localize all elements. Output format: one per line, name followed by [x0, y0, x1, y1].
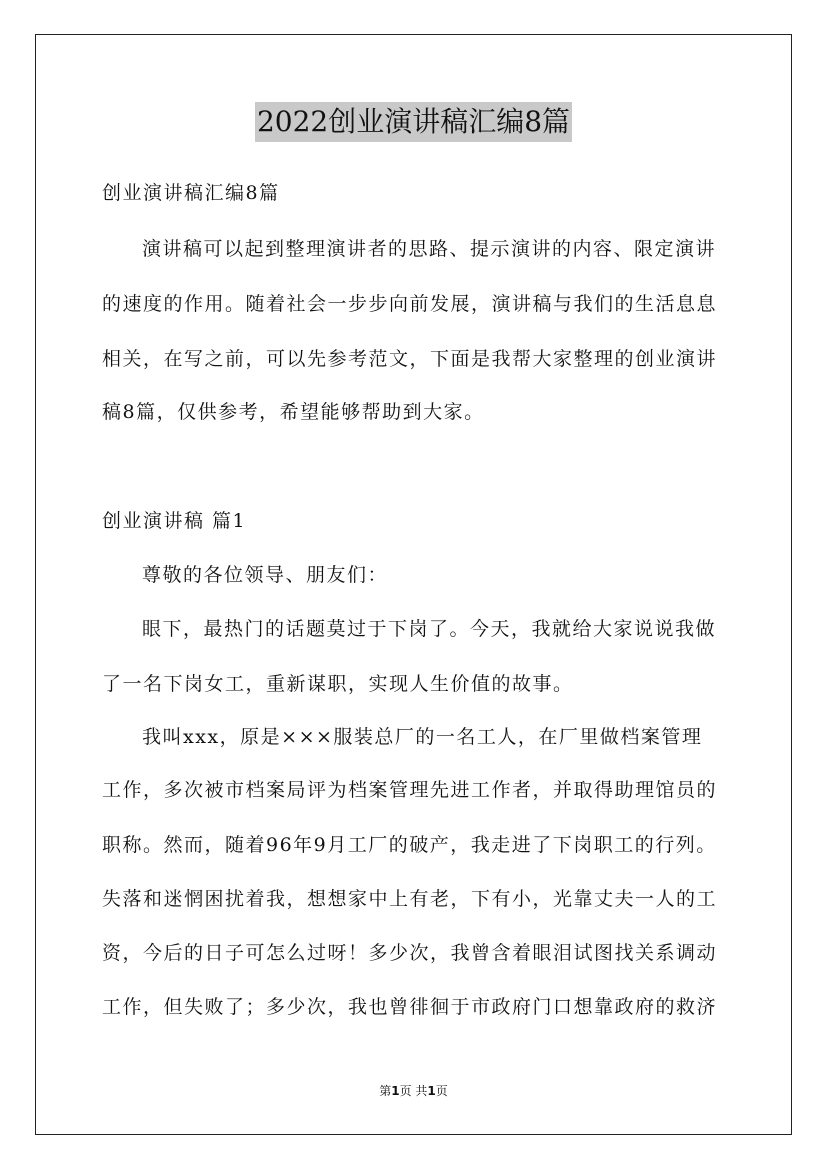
intro-line: 稿8篇，仅供参考，希望能够帮助到大家。 — [102, 401, 485, 423]
paragraph-line: 职称。然而，随着96年9月工厂的破产，我走进了下岗职工的行列。 — [102, 834, 717, 856]
paragraph-line: 失落和迷惘困扰着我，想想家中上有老，下有小，光靠丈夫一人的工 — [102, 888, 718, 910]
page-prefix: 第 — [379, 1084, 392, 1098]
title-container — [0, 102, 827, 142]
greeting: 尊敬的各位领导、朋友们： — [142, 564, 389, 586]
document-subtitle: 创业演讲稿汇编8篇 — [102, 182, 280, 204]
intro-line: 的速度的作用。随着社会一步步向前发展，演讲稿与我们的生活息息 — [102, 293, 718, 315]
intro-line: 相关，在写之前，可以先参考范文，下面是我帮大家整理的创业演讲 — [102, 348, 718, 370]
paragraph-line: 眼下，最热门的话题莫过于下岗了。今天，我就给大家说说我做 — [142, 618, 717, 640]
page-footer — [0, 1083, 827, 1099]
paragraph-line: 了一名下岗女工，重新谋职，实现人生价值的故事。 — [102, 673, 574, 695]
intro-line: 演讲稿可以起到整理演讲者的思路、提示演讲的内容、限定演讲 — [142, 238, 717, 260]
paragraph-line: 工作，但失败了；多少次，我也曾徘徊于市政府门口想靠政府的救济 — [102, 996, 718, 1018]
page-suffix: 页 — [435, 1084, 448, 1098]
document-title: 2022创业演讲稿汇编8篇 — [255, 102, 572, 142]
section-heading: 创业演讲稿 篇1 — [102, 510, 247, 532]
paragraph-line: 工作，多次被市档案局评为档案管理先进工作者，并取得助理馆员的 — [102, 779, 718, 801]
paragraph-line: 资，今后的日子可怎么过呀！多少次，我曾含着眼泪试图找关系调动 — [102, 942, 718, 964]
page-total: 1 — [427, 1084, 436, 1098]
paragraph-line: 我叫xxx，原是×××服装总厂的一名工人，在厂里做档案管理 — [142, 726, 703, 748]
page-mid: 页 共 — [399, 1084, 428, 1098]
page-number: 1 — [391, 1084, 400, 1098]
